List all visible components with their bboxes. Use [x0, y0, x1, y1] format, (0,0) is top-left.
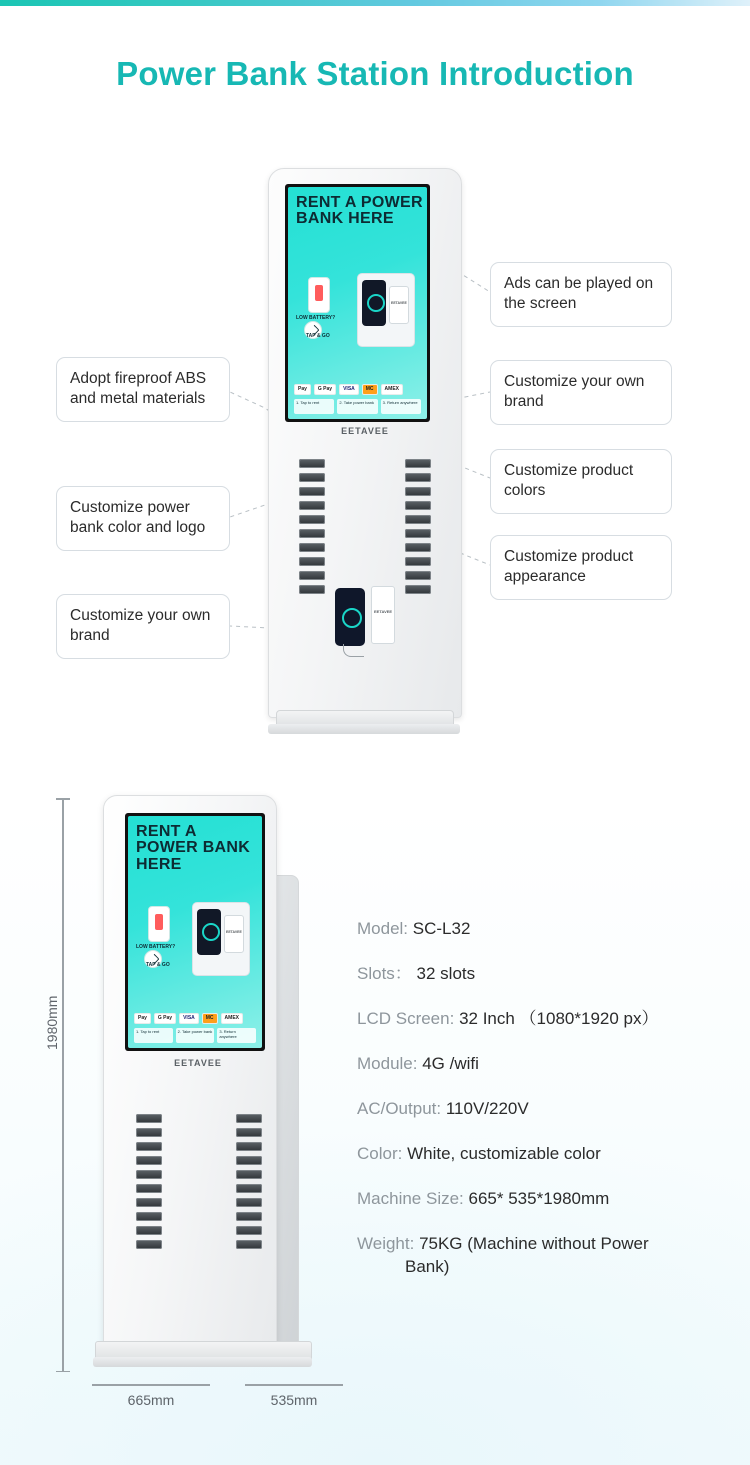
ad-step: 1. Tap to rent [134, 1028, 173, 1043]
ad-step: 3. Return anywhere [381, 399, 421, 414]
spec-key: Slots： [357, 963, 412, 983]
spec-value-continued: Bank) [405, 1256, 450, 1276]
spec-slots [357, 963, 737, 986]
payment-logos [134, 1013, 243, 1024]
payment-logo: MC [202, 1013, 218, 1024]
spec-value: 665* 535*1980mm [468, 1188, 610, 1208]
callout-materials: Adopt fireproof ABS and metal materials [56, 357, 230, 422]
payment-logo: G Pay [314, 384, 336, 395]
spec-key: LCD Screen: [357, 1008, 455, 1028]
payment-logo: VISA [339, 384, 359, 395]
specification-list [357, 918, 737, 1300]
ad-step: 1. Tap to rent [294, 399, 334, 414]
width-dimension-line [92, 1384, 210, 1386]
callout-appearance: Customize product appearance [490, 535, 672, 600]
spec-value: 32 Inch （1080*1920 px） [459, 1008, 659, 1028]
spec-weight [357, 1233, 737, 1279]
spec-lcd-screen [357, 1008, 737, 1031]
advertisement-content-angled [128, 816, 262, 1048]
advertisement-content [288, 187, 427, 419]
lcd-screen [285, 184, 430, 422]
spec-ac-output [357, 1098, 737, 1121]
low-battery-phone-icon [148, 906, 170, 942]
spec-machine-size [357, 1188, 737, 1211]
ad-illustration [294, 273, 421, 351]
payment-logo: AMEX [221, 1013, 243, 1024]
payment-logo: G Pay [154, 1013, 176, 1024]
depth-dimension-line [245, 1384, 343, 1386]
spec-value: 32 slots [416, 963, 476, 983]
callout-colors: Customize product colors [490, 449, 672, 514]
ad-step: 3. Return anywhere [217, 1028, 256, 1043]
spec-value: 4G /wifi [422, 1053, 479, 1073]
top-gradient-bar [0, 0, 750, 6]
station-body [268, 168, 462, 718]
ad-headline: RENT A POWER BANK HERE [136, 823, 251, 873]
spec-key: Machine Size: [357, 1188, 464, 1208]
callout-brand-left: Customize your own brand [56, 594, 230, 659]
ad-illustration [134, 902, 256, 980]
spec-key: Model: [357, 919, 409, 938]
height-dimension-line [62, 798, 64, 1372]
demo-power-bank-label: EETAVEE [374, 609, 393, 614]
lcd-screen-angled [125, 813, 265, 1051]
spec-value: 110V/220V [445, 1098, 529, 1118]
callout-brand-top: Customize your own brand [490, 360, 672, 425]
height-dimension-label: 1980mm [44, 995, 60, 1050]
page-title: Power Bank Station Introduction [116, 55, 634, 92]
ad-step: 2. Take power bank [176, 1028, 215, 1043]
ad-headline: RENT A POWER BANK HERE [296, 194, 423, 228]
ad-low-battery-label: LOW BATTERY? [296, 315, 336, 321]
station-brand-logo: EETAVEE [341, 426, 389, 436]
payment-logo: VISA [179, 1013, 199, 1024]
callout-power-bank-color: Customize power bank color and logo [56, 486, 230, 551]
low-battery-phone-icon [308, 277, 330, 313]
payment-logo: Pay [134, 1013, 151, 1024]
spec-key: AC/Output: [357, 1098, 442, 1118]
callout-ads: Ads can be played on the screen [490, 262, 672, 327]
depth-dimension-label: 535mm [270, 1392, 318, 1408]
spec-key: Module: [357, 1053, 418, 1073]
power-bank-slot-grid [299, 459, 431, 599]
spec-module [357, 1053, 737, 1076]
ad-step: 2. Take power bank [337, 399, 377, 414]
power-bank-station-angled-view [95, 795, 310, 1375]
power-bank-slot-grid-angled [136, 1114, 262, 1254]
payment-logo: MC [362, 384, 378, 395]
spec-value: 75KG (Machine without Power [419, 1233, 649, 1253]
spec-key: Weight: [357, 1233, 415, 1253]
ad-brand-label: EETAVEE [226, 930, 242, 934]
ad-steps [294, 399, 421, 414]
power-bank-phone-illustration [192, 902, 250, 976]
width-dimension-label: 665mm [127, 1392, 175, 1408]
station-base-plate [268, 724, 460, 734]
power-bank-demo-unit [331, 584, 415, 656]
ad-tap-go-label: TAP & GO [146, 962, 170, 968]
spec-key: Color: [357, 1143, 403, 1163]
power-bank-phone-illustration [357, 273, 415, 347]
ad-steps [134, 1028, 256, 1043]
station-brand-logo-angled: EETAVEE [174, 1058, 222, 1068]
spec-value: White, customizable color [407, 1143, 601, 1163]
ad-low-battery-label: LOW BATTERY? [136, 944, 176, 950]
payment-logo: Pay [294, 384, 311, 395]
spec-color [357, 1143, 737, 1166]
station-base-plate-angled [93, 1357, 312, 1367]
ad-brand-label: EETAVEE [391, 301, 407, 305]
power-bank-station-front-view [268, 168, 460, 740]
spec-model [357, 918, 737, 941]
spec-value: SC-L32 [412, 919, 471, 938]
ad-tap-go-label: TAP & GO [306, 333, 330, 339]
payment-logo: AMEX [381, 384, 403, 395]
payment-logos [294, 384, 403, 395]
station-body-angled [103, 795, 277, 1345]
